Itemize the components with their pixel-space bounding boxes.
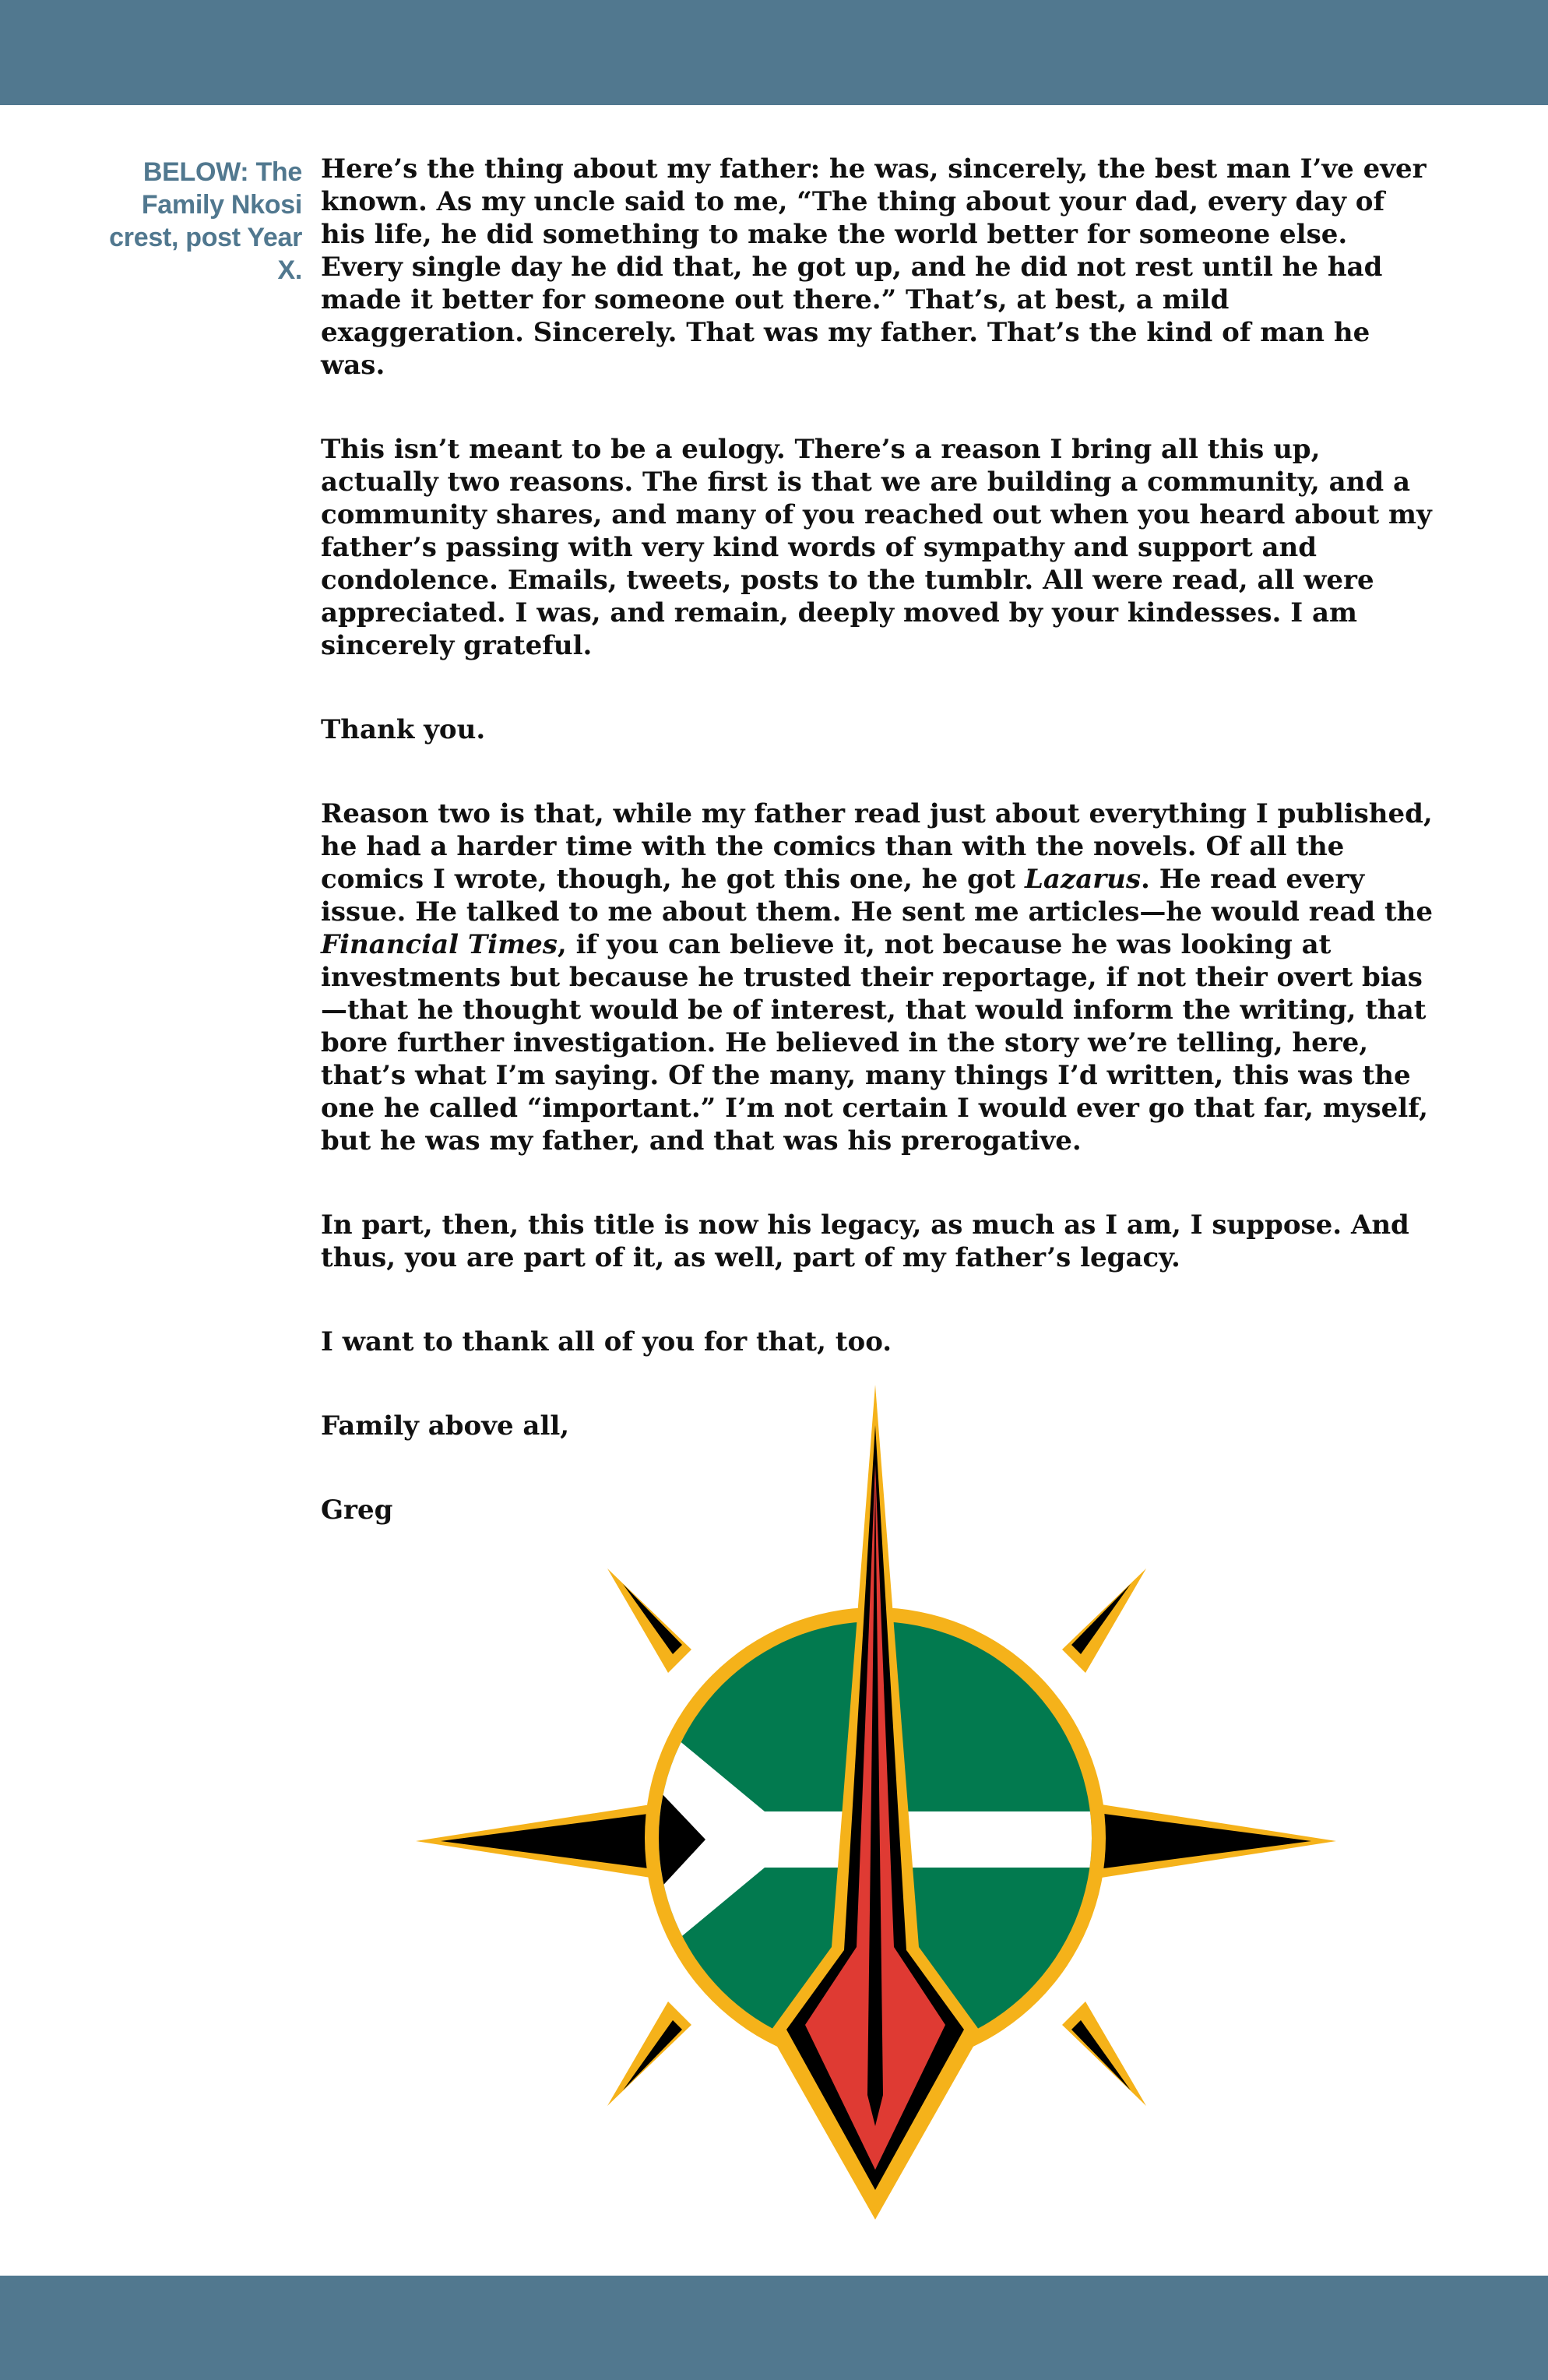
top-color-band bbox=[0, 0, 1548, 105]
paragraph-thanks-too: I want to thank all of you for that, too. bbox=[321, 1326, 892, 1357]
nkosi-crest-icon bbox=[413, 1378, 1339, 2235]
paragraph-thank-you: Thank you. bbox=[321, 714, 486, 745]
reason-two-text-1: Reason two is that, while my father read just about everything I published, he had a harder time with the comics than with the novels. Of all the comics I wrote, though, he got this one, he got bbox=[321, 798, 1433, 895]
paragraph-community: This isn’t meant to be a eulogy. There’s a reason I bring all this up, actually two reasons. The first is that we are building a community, and a community shares, and many of you reached out when you heard about my father’s passing with very kind words of sympathy and support and condolence. Emails, tweets, posts to the tumblr. All were read, all were appreciated. I was, and remain, deeply moved by your kindesses. I am sincerely grateful. bbox=[321, 434, 1432, 661]
crest-caption: BELOW: The Family Nkosi crest, post Year X. bbox=[109, 157, 302, 285]
paragraph-father: Here’s the thing about my father: he was, sincerely, the best man I’ve ever known. As my uncle said to me, “The thing about your dad, every day of his life, he did something to make the world better for someone else. Every single day he did that, he got up, and he did not rest until he had made it better for someone out there.” That’s, at best, a mild exaggeration. Sincerely. That was my father. That’s the kind of man he was. bbox=[321, 153, 1427, 381]
paragraph-reason-two bbox=[321, 797, 1434, 1157]
reason-two-text-2: . He read every issue. He talked to me about them. He sent me articles—he would read the bbox=[321, 864, 1434, 928]
signoff: Family above all, bbox=[321, 1410, 570, 1442]
lazarus-title: Lazarus bbox=[1024, 864, 1142, 895]
letter-body bbox=[321, 153, 1434, 1578]
reason-two-text-3: , if you can believe it, not because he was looking at investments but because he trusted their reportage, if not their overt bias—that he thought would be of interest, that would inform the writing, that bore further investigation. He believed in the story we’re telling, here, that’s what I’m saying. Of the many, many things I’d written, this was the one he called “important.” I’m not certain I would ever go that far, myself, but he was my father, and that was his prerogative. bbox=[321, 929, 1428, 1157]
paragraph-legacy: In part, then, this title is now his legacy, as much as I am, I suppose. And thus, you are part of it, as well, part of my father’s legacy. bbox=[321, 1209, 1409, 1273]
financial-times-title: Financial Times bbox=[321, 929, 558, 960]
bottom-color-band bbox=[0, 2276, 1548, 2380]
signature: Greg bbox=[321, 1495, 393, 1526]
